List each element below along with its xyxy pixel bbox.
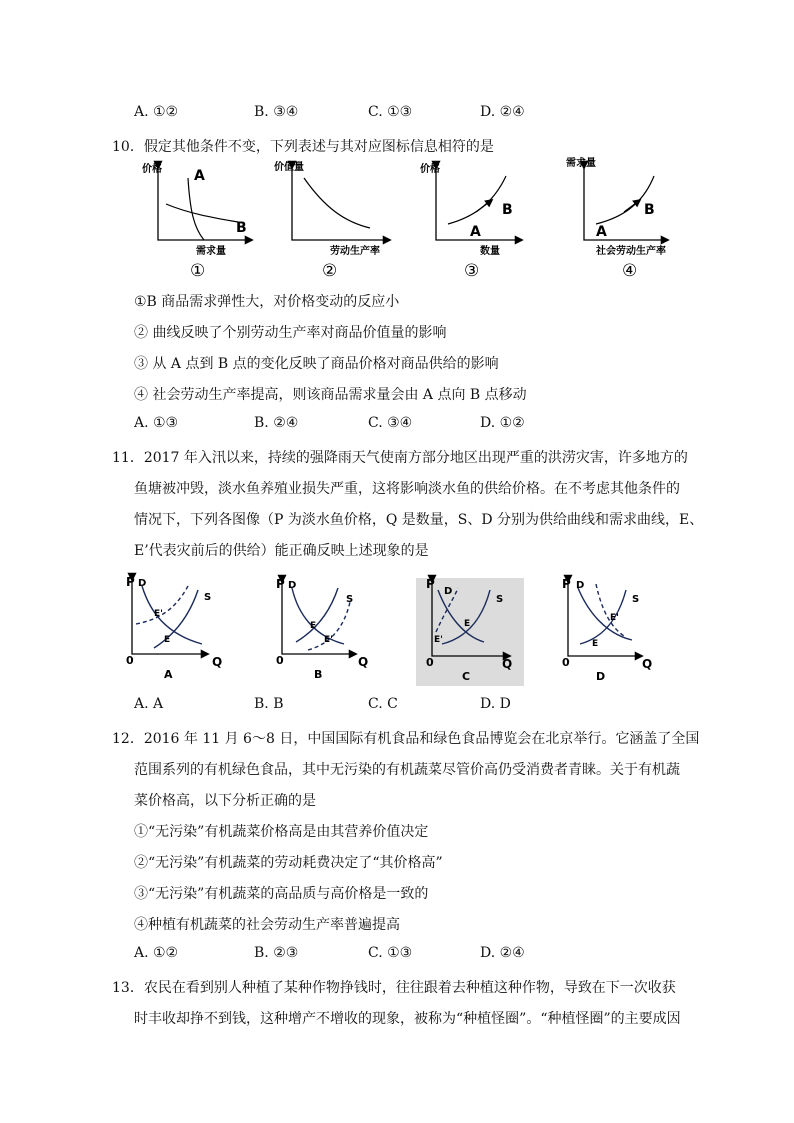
q12-line-2: 范围系列的有机绿色食品，其中无污染的有机蔬菜尽管价高仍受消费者青睐。关于有机蔬 [134,762,680,778]
q11-graph-b [276,577,368,681]
q10-statement-4: ④ 社会劳动生产率提高，则该商品需求量会由 A 点向 B 点移动 [134,387,527,403]
q9-option-c: C. ①③ [368,104,413,120]
q10-chart4-number: ④ [622,261,638,281]
q10-chart1-label-b: B [236,220,247,236]
q12-statement-4: ④种植有机蔬菜的社会劳动生产率普遍提高 [134,917,400,933]
q10-chart4-label-a: A [596,224,607,240]
q11-graph-c-s: S [496,594,504,605]
q10-chart3-label-b: B [502,202,513,218]
q9-option-d: D. ②④ [480,104,525,120]
q10-chart-1 [142,162,252,281]
q12-line-3: 菜价格高，以下分析正确的是 [134,793,316,809]
q10-chart3-number: ③ [464,261,480,281]
q11-graph-a-p: P [126,575,135,589]
q11-graph-b-label: B [314,668,323,681]
q12-option-d: D. ②④ [480,945,525,961]
q11-graph-c-e2: E' [434,635,443,645]
q12-line-1: 12．2016 年 11 月 6～8 日，中国国际有机食品和绿色食品博览会在北京举行。它涵盖了全国 [112,731,700,747]
q11-graph-b-d: D [288,580,297,591]
q11-graph-b-p: P [276,577,285,591]
q11-graph-b-e2: E' [324,635,333,645]
q10-option-d: D. ①② [480,415,525,431]
q10-chart-4 [566,156,668,281]
q11-graph-b-s: S [346,594,354,605]
q11-graph-d-origin: 0 [562,656,570,669]
q11-graph-d [562,577,652,683]
q11-graph-d-e2: E' [610,613,619,623]
q11-line-1: 11．2017 年入汛以来，持续的强降雨天气使南方部分地区出现严重的洪涝灾害，许多地方的 [112,450,688,466]
q10-chart1-number: ① [190,261,206,281]
q11-graph-a-e2: E' [154,609,163,619]
q11-line-4: E’代表灾前后的供给）能正确反映上述现象的是 [134,543,429,559]
q11-option-b: B. B [254,696,284,712]
q11-graph-d-e: E [592,639,599,649]
q11-graph-d-d: D [576,580,585,591]
q11-graph-a-origin: 0 [126,654,134,667]
q11-graph-a-label: A [164,668,173,681]
q11-graph-d-p: P [562,577,571,591]
q10-stem: 10．假定其他条件不变，下列表述与其对应图标信息相符的是 [112,139,494,155]
q11-graph-b-q: Q [358,655,369,669]
q11-graph-c-origin: 0 [426,656,434,669]
q11-graph-c-p: P [426,577,435,591]
q10-statement-1: ①B 商品需求弹性大，对价格变动的反应小 [134,294,400,310]
q12-option-c: C. ①③ [368,945,413,961]
q10-chart4-label-b: B [644,202,655,218]
q11-option-d: D. D [480,696,511,712]
q10-chart2-number: ② [322,261,338,281]
q9-option-b: B. ③④ [254,104,299,120]
q11-graph-d-label: D [596,670,606,683]
q10-option-a: A. ①③ [134,415,179,431]
q10-chart3-ylabel: 价格 [420,164,440,175]
q9-option-a: A. ①② [134,104,179,120]
q11-line-3: 情况下，下列各图像（P 为淡水鱼价格，Q 是数量，S、D 分别为供给曲线和需求曲线，E、 [134,512,704,528]
q13-line-1: 13．农民在看到别人种植了某种作物挣钱时，往往跟着去种植这种作物，导致在下一次收获 [112,980,676,996]
q10-chart4-ylabel: 需求量 [566,158,596,169]
q10-chart-3 [420,162,522,281]
q12-statement-2: ②“无污染”有机蔬菜的劳动耗费决定了“其价格高” [134,855,443,871]
q13-line-2: 时丰收却挣不到钱，这种增产不增收的现象，被称为“种植怪圈”。“种植怪圈”的主要成因 [134,1011,681,1027]
q10-statement-2: ② 曲线反映了个别劳动生产率对商品价值量的影响 [134,325,447,341]
q11-line-2: 鱼塘被冲毁，淡水鱼养殖业损失严重，这将影响淡水鱼的供给价格。在不考虑其他条件的 [134,481,680,497]
q11-graph-a-s: S [204,592,212,603]
q11-graph-d-q: Q [642,657,653,671]
q11-option-a: A. A [134,696,164,712]
q12-statement-3: ③“无污染”有机蔬菜的高品质与高价格是一致的 [134,886,429,902]
q10-chart2-ylabel: 价值量 [274,162,304,173]
q10-chart3-xlabel: 数量 [480,246,500,257]
q11-graph-a [126,575,222,681]
q11-graphs [118,572,658,690]
q11-graph-c-label: C [462,670,471,683]
q11-graph-c-d: D [444,586,453,597]
q12-option-b: B. ②③ [254,945,299,961]
q11-option-c: C. C [368,696,398,712]
q10-chart1-label-a: A [194,168,205,184]
q12-option-a: A. ①② [134,945,179,961]
q11-graph-a-d: D [138,578,147,589]
q11-graph-c-e: E [464,619,471,629]
q10-chart1-xlabel: 需求量 [196,246,226,257]
q11-graph-a-q: Q [212,655,223,669]
q10-chart3-label-a: A [470,224,481,240]
q10-statement-3: ③ 从 A 点到 B 点的变化反映了商品价格对商品供给的影响 [134,356,499,372]
q11-graph-b-origin: 0 [276,654,284,667]
q10-charts [120,156,700,282]
q10-option-b: B. ②④ [254,415,299,431]
q11-graph-b-e: E [310,621,317,631]
q11-graph-d-s: S [632,594,640,605]
q10-chart2-xlabel: 劳动生产率 [330,246,380,257]
q10-chart1-ylabel: 价格 [142,164,162,175]
q10-option-c: C. ③④ [368,415,413,431]
q11-graph-c-q: Q [502,657,513,671]
q10-chart4-xlabel: 社会劳动生产率 [596,246,666,257]
q11-graph-a-e: E [164,635,171,645]
q10-chart-2 [274,160,390,281]
q12-statement-1: ①“无污染”有机蔬菜价格高是由其营养价值决定 [134,824,429,840]
